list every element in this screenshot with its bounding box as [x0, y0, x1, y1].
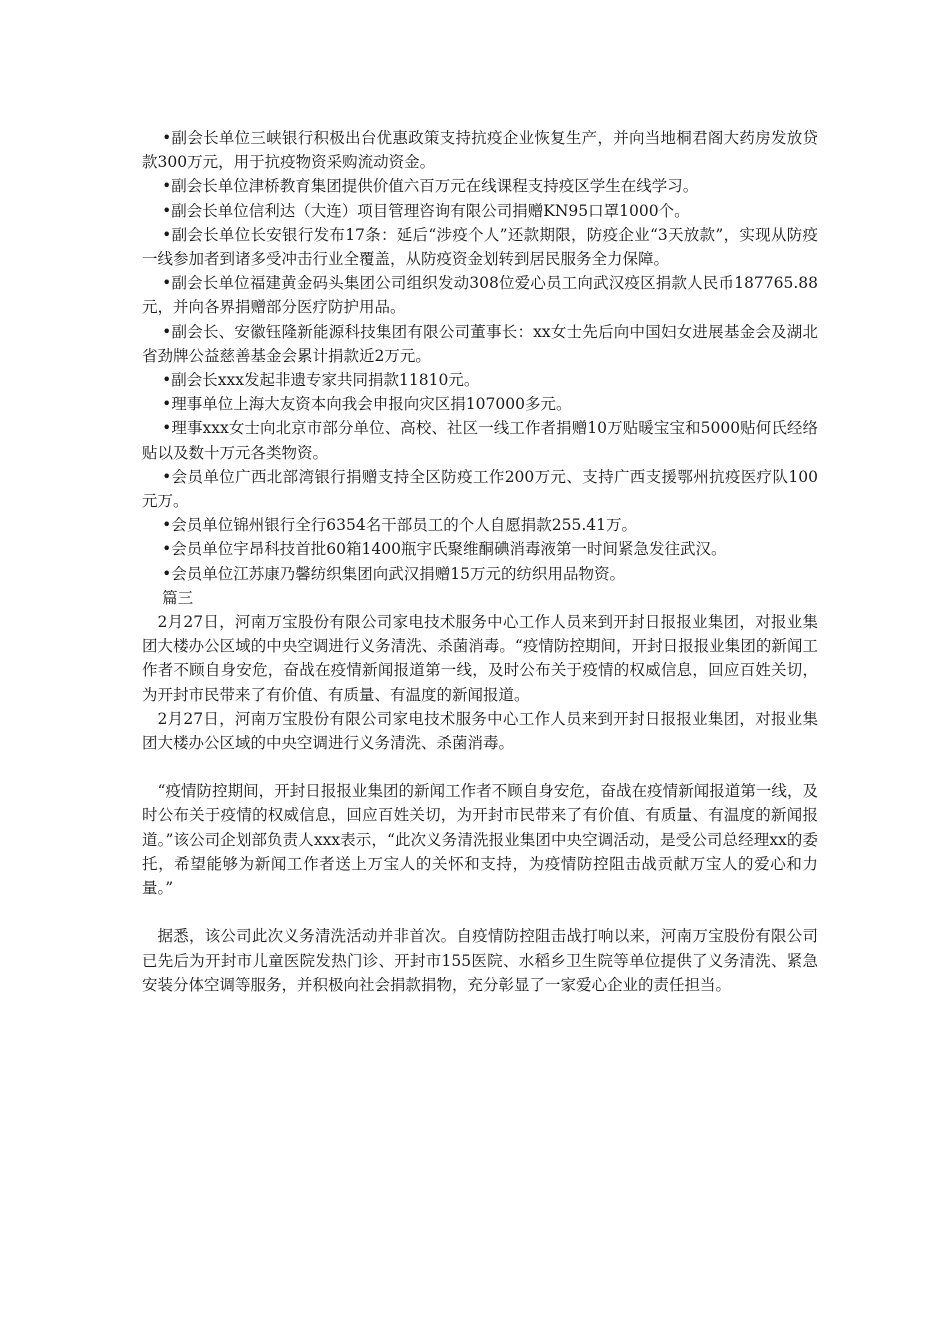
- list-item: •副会长xxx发起非遗专家共同捐款11810元。: [162, 371, 480, 390]
- list-item: •副会长、安徽钰隆新能源科技集团有限公司董事长：xx女士先后向中国妇女进展基金会及湖北省劲牌公益慈善基金会累计捐款近2万元。: [142, 322, 818, 365]
- list-item: •副会长单位长安银行发布17条：延后“涉疫个人”还款期限，防疫企业“3天放款”，实现从防疫一线参加者到诸多受冲击行业全覆盖，从防疫资金划转到居民服务全力保障。: [142, 225, 818, 269]
- paragraph-gap: [142, 900, 818, 924]
- document-page: [142, 126, 818, 997]
- list-item: •会员单位锦州银行全行6354名干部员工的个人自愿捐款255.41万。: [162, 516, 637, 535]
- list-item: •会员单位江苏康乃馨纺织集团向武汉捐赠15万元的纺织用品物资。: [162, 564, 626, 583]
- list-item: •理事单位上海大友资本向我会申报向灾区捐107000多元。: [162, 395, 572, 414]
- list-item: •理事xxx女士向北京市部分单位、高校、社区一线工作者捐赠10万贴暖宝宝和5000贴何氏经络贴以及数十万元各类物资。: [142, 419, 818, 462]
- list-item: •副会长单位信利达（大连）项目管理咨询有限公司捐赠KN95口罩1000个。: [162, 201, 690, 220]
- section-heading: 篇三: [162, 588, 194, 607]
- body-paragraph: 2月27日，河南万宝股份有限公司家电技术服务中心工作人员来到开封日报报业集团，对报业集团大楼办公区域的中央空调进行义务清洗、杀菌消毒。: [142, 709, 818, 753]
- body-paragraph: “疫情防控期间，开封日报报业集团的新闻工作者不顾自身安危，奋战在疫情新闻报道第一线，及时公布关于疫情的权威信息，回应百姓关切，为开封市民带来了有价值、有质量、有温度的新闻报道。”该公司企划部负责人xxx表示，“此次义务清洗报业集团中央空调活动，是受公司总经理xx的委托，希望能够为新闻工作者送上万宝人的关怀和支持，为疫情防控阻击战贡献万宝人的爱心和力量。”: [142, 782, 818, 898]
- paragraph-gap: [142, 755, 818, 779]
- body-paragraph: 2月27日，河南万宝股份有限公司家电技术服务中心工作人员来到开封日报报业集团，对报业集团大楼办公区域的中央空调进行义务清洗、杀菌消毒。“疫情防控期间，开封日报报业集团的新闻工作者不顾自身安危，奋战在疫情新闻报道第一线，及时公布关于疫情的权威信息，回应百姓关切，为开封市民带来了有价值、有质量、有温度的新闻报道。: [142, 613, 818, 704]
- list-item: •副会长单位三峡银行积极出台优惠政策支持抗疫企业恢复生产，并向当地桐君阁大药房发放贷款300万元，用于抗疫物资采购流动资金。: [142, 129, 818, 172]
- body-paragraph: 据悉，该公司此次义务清洗活动并非首次。自疫情防控阻击战打响以来，河南万宝股份有限公司已先后为开封市儿童医院发热门诊、开封市155医院、水稻乡卫生院等单位提供了义务清洗、紧急安装分体空调等服务，并积极向社会捐款捐物，充分彰显了一家爱心企业的责任担当。: [142, 927, 818, 994]
- list-item: •副会长单位福建黄金码头集团公司组织发动308位爱心员工向武汉疫区捐款人民币187765.88元，并向各界捐赠部分医疗防护用品。: [142, 274, 818, 317]
- list-item: •副会长单位津桥教育集团提供价值六百万元在线课程支持疫区学生在线学习。: [162, 177, 699, 196]
- list-item: •会员单位宇昂科技首批60箱1400瓶宇氏聚维酮碘消毒液第一时间紧急发往武汉。: [162, 540, 727, 559]
- list-item: •会员单位广西北部湾银行捐赠支持全区防疫工作200万元、支持广西支援鄂州抗疫医疗队100元万。: [142, 467, 818, 511]
- donation-list: [142, 126, 818, 586]
